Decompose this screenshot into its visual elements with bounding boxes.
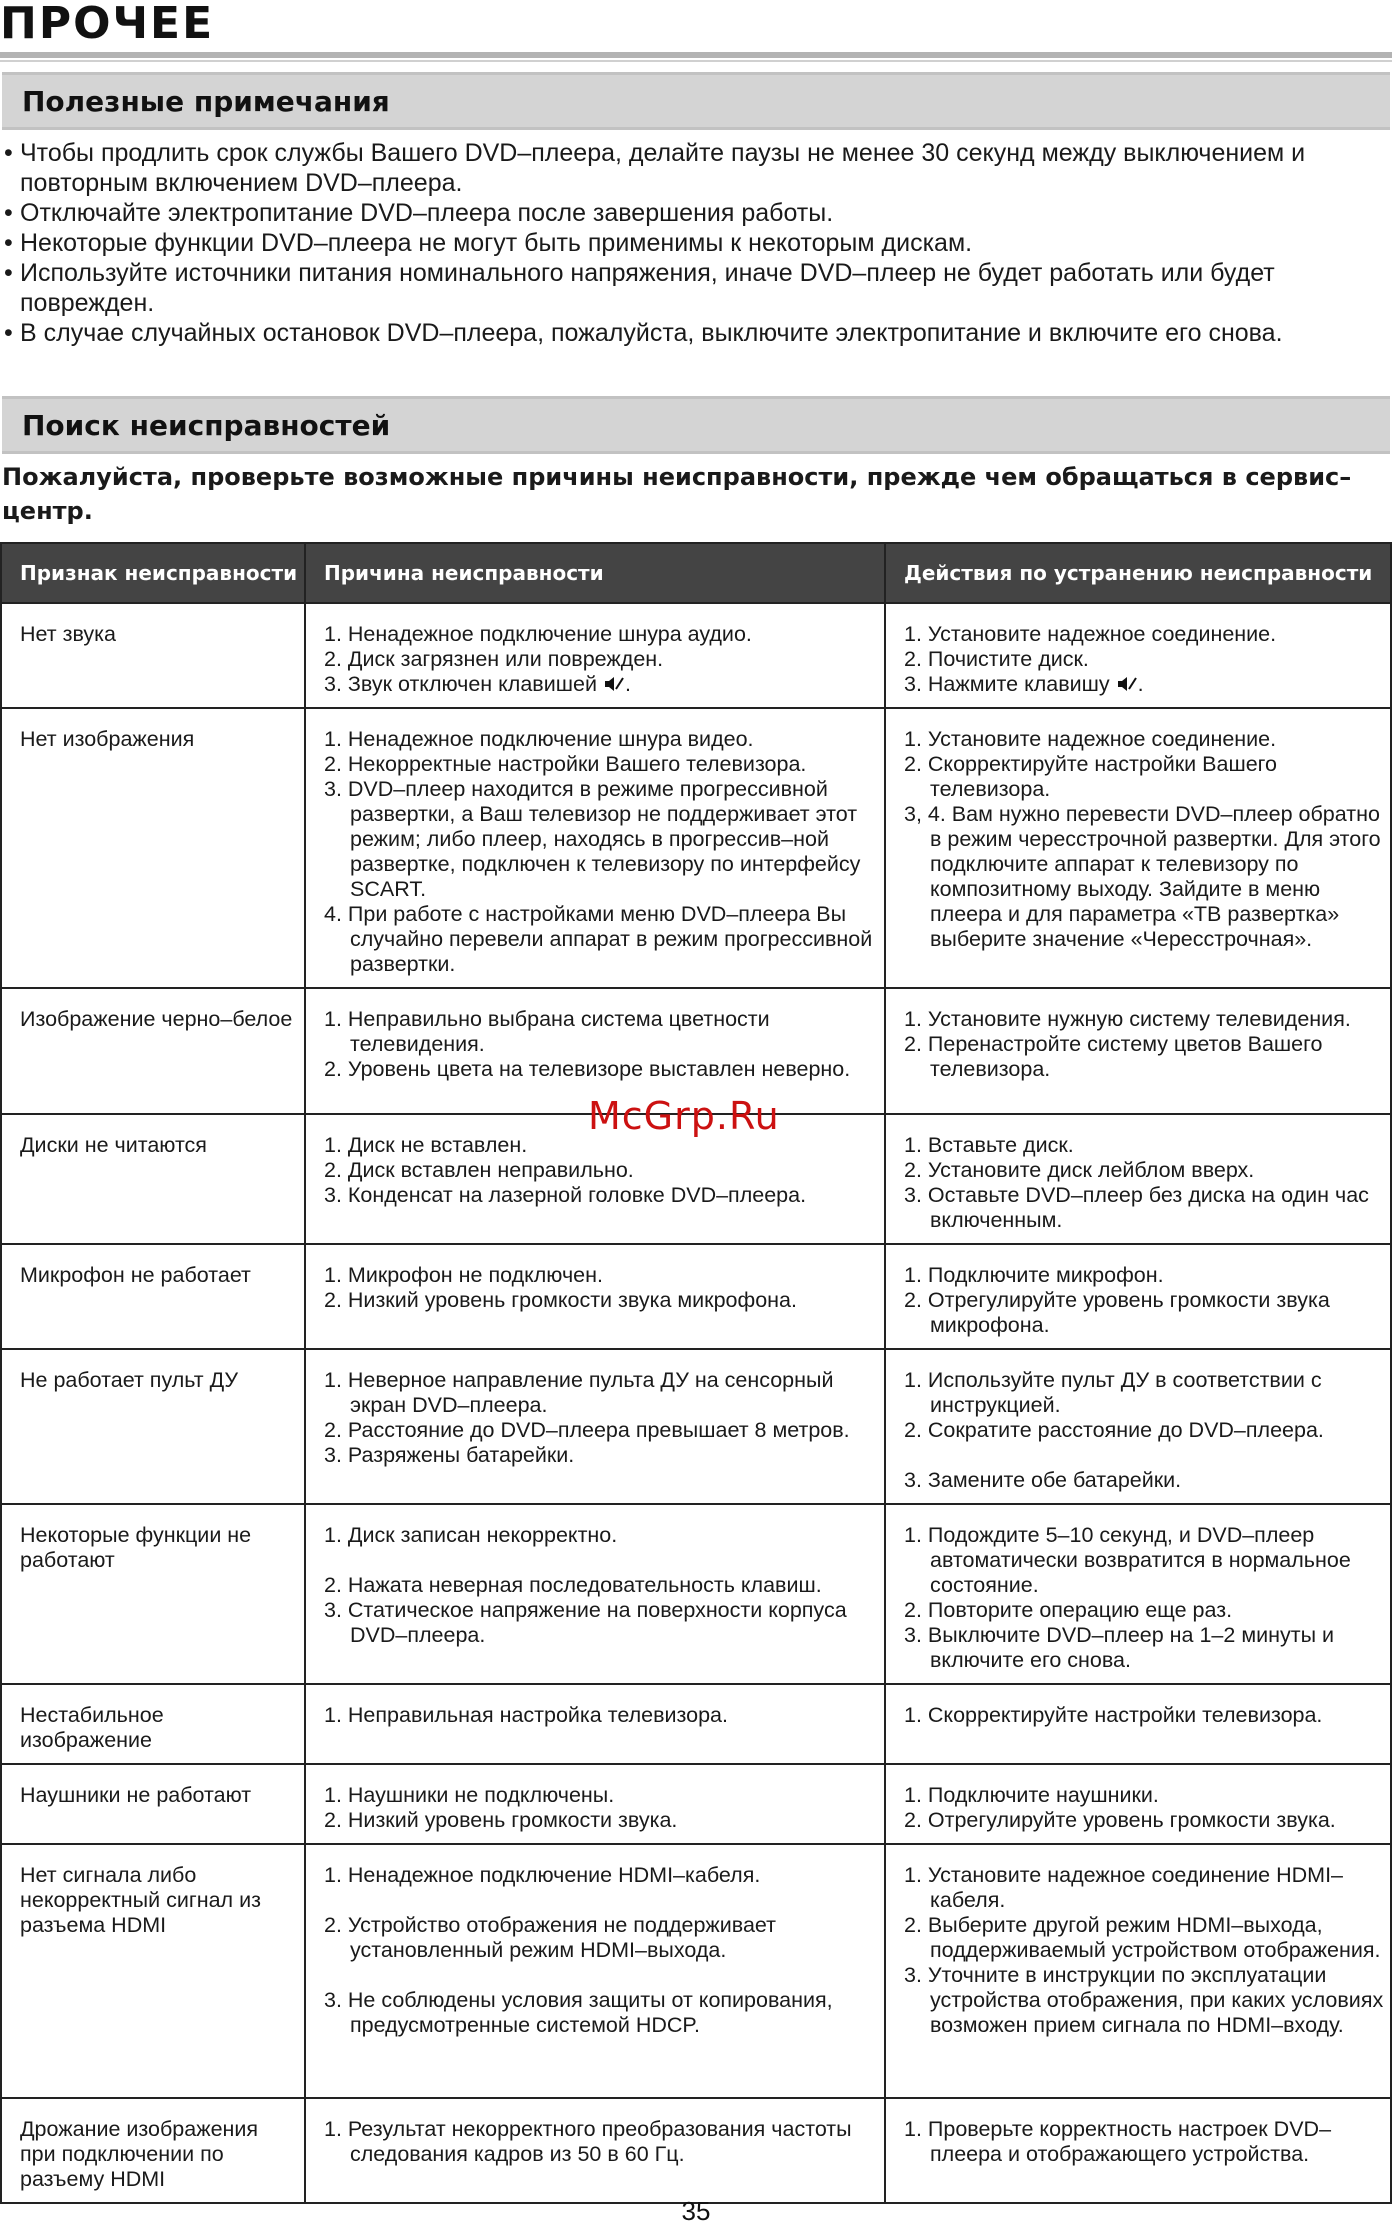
note-item: • Чтобы продлить срок службы Вашего DVD–плеера, делайте паузы не менее 30 секунд между выключением и повторным включением DVD–плеера. — [4, 138, 1384, 198]
action-item: 2. Отрегулируйте уровень громкости звука микрофона. — [904, 1288, 1330, 1337]
table-row — [1, 1349, 1391, 1504]
cause-cell — [305, 2098, 885, 2203]
cause-item: 1. Ненадежное подключение шнура аудио. — [324, 622, 752, 646]
column-header-action: Действия по устранению неисправности — [885, 543, 1391, 603]
note-item: • Отключайте электропитание DVD–плеера после завершения работы. — [4, 198, 1384, 228]
action-item — [904, 672, 1384, 697]
table-row — [1, 1504, 1391, 1684]
cause-item: 1. Диск записан некорректно. — [324, 1523, 618, 1547]
spacer — [904, 1443, 1384, 1468]
action-item: 2. Установите диск лейблом вверх. — [904, 1158, 1255, 1182]
cause-item: 4. При работе с настройками меню DVD–плеера Вы случайно перевели аппарат в режим прогрессивной развертки. — [324, 902, 873, 976]
action-item: 1. Установите нужную систему телевидения. — [904, 1007, 1351, 1031]
action-item: 1. Подключите наушники. — [904, 1783, 1159, 1807]
symptom-cell: Не работает пульт ДУ — [1, 1349, 305, 1504]
action-cell — [885, 1684, 1391, 1764]
table-row — [1, 1844, 1391, 2098]
action-cell — [885, 2098, 1391, 2203]
note-item: • Используйте источники питания номинального напряжения, иначе DVD–плеер не будет работать или будет поврежден. — [4, 258, 1384, 318]
action-item: 2. Сократите расстояние до DVD–плеера. — [904, 1418, 1324, 1442]
symptom-cell: Диски не читаются — [1, 1114, 305, 1244]
cause-cell — [305, 708, 885, 988]
cause-cell — [305, 1684, 885, 1764]
cause-item: 2. Нажата неверная последовательность клавиш. — [324, 1573, 822, 1597]
action-item: 3. Оставьте DVD–плеер без диска на один час включенным. — [904, 1183, 1369, 1232]
action-item: 2. Скорректируйте настройки Вашего телевизора. — [904, 752, 1277, 801]
column-header-symptom: Признак неисправности — [1, 543, 305, 603]
cause-item: 1. Диск не вставлен. — [324, 1133, 528, 1157]
symptom-cell: Нет сигнала либо некорректный сигнал из разъема HDMI — [1, 1844, 305, 2098]
cause-cell — [305, 1844, 885, 2098]
action-item: 1. Используйте пульт ДУ в соответствии с инструкцией. — [904, 1368, 1322, 1417]
symptom-cell: Микрофон не работает — [1, 1244, 305, 1349]
action-cell — [885, 708, 1391, 988]
troubleshooting-table — [0, 542, 1392, 2204]
cause-item: 1. Неправильно выбрана система цветности телевидения. — [324, 1007, 770, 1056]
symptom-cell: Изображение черно–белое — [1, 988, 305, 1114]
action-cell — [885, 1764, 1391, 1844]
mute-icon — [603, 674, 625, 694]
action-item: 3. Выключите DVD–плеер на 1–2 минуты и включите его снова. — [904, 1623, 1335, 1672]
action-item: 1. Вставьте диск. — [904, 1133, 1074, 1157]
symptom-cell: Наушники не работают — [1, 1764, 305, 1844]
symptom-cell: Нет звука — [1, 603, 305, 708]
cause-cell — [305, 603, 885, 708]
action-cell — [885, 988, 1391, 1114]
action-item: 1. Установите надежное соединение. — [904, 727, 1277, 751]
action-item: 1. Установите надежное соединение. — [904, 622, 1277, 646]
item-text: 3. Нажмите клавишу — [904, 672, 1110, 696]
title-rule-thin — [0, 60, 1392, 62]
cause-cell — [305, 1244, 885, 1349]
table-row — [1, 1244, 1391, 1349]
watermark: McGrp.Ru — [588, 1094, 780, 1138]
title-rule — [0, 52, 1392, 58]
mute-icon — [1116, 674, 1138, 694]
action-item: 2. Повторите операцию еще раз. — [904, 1598, 1233, 1622]
action-item: 3. Уточните в инструкции по эксплуатации устройства отображения, при каких условиях возможен прием сигнала по HDMI–входу. — [904, 1963, 1384, 2037]
cause-cell — [305, 1349, 885, 1504]
spacer — [324, 1888, 878, 1913]
cause-item: 1. Неверное направление пульта ДУ на сенсорный экран DVD–плеера. — [324, 1368, 834, 1417]
item-text: 3. Звук отключен клавишей — [324, 672, 597, 696]
section-header-troubleshooting — [2, 396, 1390, 454]
cause-item: 2. Расстояние до DVD–плеера превышает 8 метров. — [324, 1418, 850, 1442]
cause-item — [324, 672, 878, 697]
table-header-row — [1, 543, 1391, 603]
action-item: 2. Отрегулируйте уровень громкости звука. — [904, 1808, 1336, 1832]
item-text: . — [1137, 672, 1144, 696]
action-item: 2. Почистите диск. — [904, 647, 1089, 671]
cause-item: 3. Конденсат на лазерной головке DVD–плеера. — [324, 1183, 807, 1207]
cause-item: 2. Диск вставлен неправильно. — [324, 1158, 634, 1182]
column-header-cause: Причина неисправности — [305, 543, 885, 603]
table-row — [1, 603, 1391, 708]
symptom-cell: Нестабильное изображение — [1, 1684, 305, 1764]
action-item: 1. Проверьте корректность настроек DVD–плеера и отображающего устройства. — [904, 2117, 1332, 2166]
cause-item: 2. Уровень цвета на телевизоре выставлен неверно. — [324, 1057, 851, 1081]
table-row — [1, 1684, 1391, 1764]
action-cell — [885, 1114, 1391, 1244]
symptom-cell: Некоторые функции не работают — [1, 1504, 305, 1684]
cause-item: 2. Низкий уровень громкости звука. — [324, 1808, 678, 1832]
spacer — [324, 1548, 878, 1573]
action-item: 1. Установите надежное соединение HDMI–кабеля. — [904, 1863, 1343, 1912]
cause-item: 2. Диск загрязнен или поврежден. — [324, 647, 664, 671]
action-cell — [885, 1349, 1391, 1504]
cause-item: 1. Микрофон не подключен. — [324, 1263, 603, 1287]
table-row — [1, 1764, 1391, 1844]
action-cell — [885, 603, 1391, 708]
action-item: 2. Перенастройте систему цветов Вашего телевизора. — [904, 1032, 1323, 1081]
table-row — [1, 708, 1391, 988]
section-header-notes — [2, 72, 1390, 130]
cause-item: 1. Ненадежное подключение шнура видео. — [324, 727, 754, 751]
cause-item: 3. Разряжены батарейки. — [324, 1443, 575, 1467]
cause-item: 2. Некорректные настройки Вашего телевизора. — [324, 752, 807, 776]
note-item: • Некоторые функции DVD–плеера не могут быть применимы к некоторым дискам. — [4, 228, 1384, 258]
cause-item: 1. Неправильная настройка телевизора. — [324, 1703, 728, 1727]
action-cell — [885, 1504, 1391, 1684]
troubleshooting-intro: Пожалуйста, проверьте возможные причины неисправности, прежде чем обращаться в сервис–центр. — [2, 463, 1352, 525]
cause-item: 2. Низкий уровень громкости звука микрофона. — [324, 1288, 797, 1312]
spacer — [324, 1963, 878, 1988]
notes-list — [4, 138, 1384, 348]
item-text: . — [624, 672, 631, 696]
cause-item: 1. Наушники не подключены. — [324, 1783, 615, 1807]
section-heading-notes: Полезные примечания — [22, 85, 390, 118]
symptom-cell: Нет изображения — [1, 708, 305, 988]
section-heading-troubleshooting: Поиск неисправностей — [22, 409, 391, 442]
action-cell — [885, 1844, 1391, 2098]
cause-item: 3. Статическое напряжение на поверхности корпуса DVD–плеера. — [324, 1598, 847, 1647]
action-cell — [885, 1244, 1391, 1349]
action-item: 3, 4. Вам нужно перевести DVD–плеер обратно в режим чересстрочной развертки. Для этого подключите аппарат к телевизору по композитному выходу. Зайдите в меню плеера и для параметра «ТВ развертка» выберите значение «Чересстрочная». — [904, 802, 1381, 951]
cause-cell — [305, 1504, 885, 1684]
cause-cell — [305, 1764, 885, 1844]
page-title: ПРОЧЕЕ — [0, 0, 215, 49]
cause-item: 1. Результат некорректного преобразования частоты следования кадров из 50 в 60 Гц. — [324, 2117, 852, 2166]
action-item: 1. Скорректируйте настройки телевизора. — [904, 1703, 1323, 1727]
cause-item: 3. Не соблюдены условия защиты от копирования, предусмотренные системой HDCP. — [324, 1988, 833, 2037]
action-item: 3. Замените обе батарейки. — [904, 1468, 1182, 1492]
page-number: 35 — [681, 2196, 711, 2226]
table-row — [1, 2098, 1391, 2203]
action-item: 2. Выберите другой режим HDMI–выхода, поддерживаемый устройством отображения. — [904, 1913, 1381, 1962]
action-item: 1. Подождите 5–10 секунд, и DVD–плеер автоматически возвратится в нормальное состояние. — [904, 1523, 1351, 1597]
action-item: 1. Подключите микрофон. — [904, 1263, 1164, 1287]
cause-item: 2. Устройство отображения не поддерживает установленный режим HDMI–выхода. — [324, 1913, 777, 1962]
cause-item: 3. DVD–плеер находится в режиме прогрессивной развертки, а Ваш телевизор не поддерживает этот режим; либо плеер, находясь в прогрессив–ной развертке, подключен к телевизору по интерфейсу SCART. — [324, 777, 861, 901]
symptom-cell: Дрожание изображения при подключении по разъему HDMI — [1, 2098, 305, 2203]
note-item: • В случае случайных остановок DVD–плеера, пожалуйста, выключите электропитание и включите его снова. — [4, 318, 1384, 348]
cause-item: 1. Ненадежное подключение HDMI–кабеля. — [324, 1863, 761, 1887]
